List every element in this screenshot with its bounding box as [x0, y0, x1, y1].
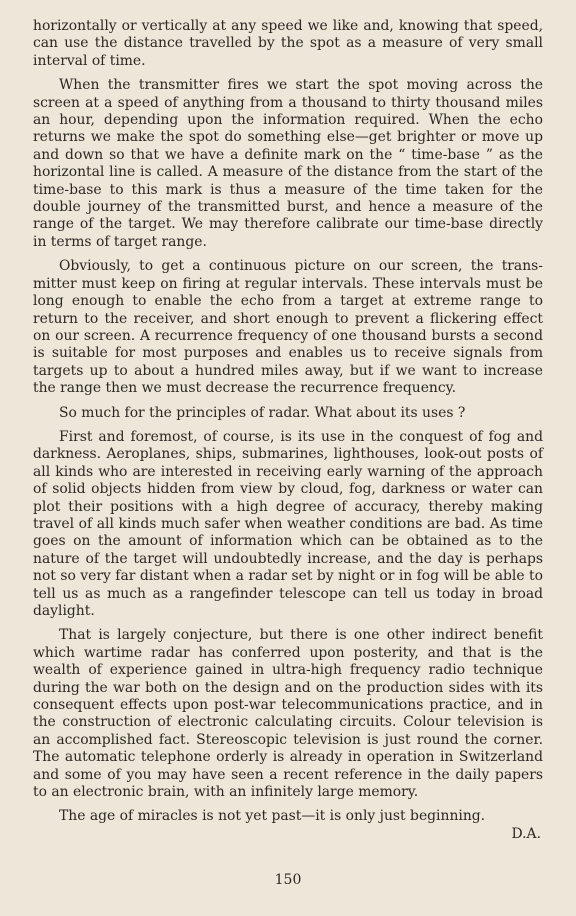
page-number: 150 — [274, 872, 302, 888]
paragraph-time-base: When the transmitter fires we start the spot moving across the screen at a speed of anything from a thousand to thirty thousand miles an hour, depending upon the information required. When the echo returns we make the spot do something else—get brighter or move up and down so that we have a definite mark on the “ time-base ” as the horizontal line is called. A measure of the distance from the start of the time-base to this mark is thus a measure of the time taken for the double journey of the transmitted burst, and hence a measure of the range of the target. We may therefore calibrate our time-base directly in terms of target range. — [33, 77, 543, 250]
paragraph-fog-and-darkness: First and foremost, of course, is its use in the conquest of fog and darkness. Aeroplanes, ships, submarines, lighthouses, look-out posts of all kinds who are interested in receiving early warning of the approach of solid objects hidden from view by cloud, fog, darkness or water can plot their positions with a high degree of accuracy, thereby making travel of all kinds much safer when weather conditions are bad. As time goes on the amount of information which can be obtained as to the nature of the target will undoubtedly increase, and the day is perhaps not so very far distant when a radar set by night or in fog will be able to tell us as much as a rangefinder telescope can tell us today in broad daylight. — [33, 428, 543, 619]
author-signature: D.A. — [511, 825, 541, 842]
paragraph-recurrence-frequency: Obviously, to get a continuous picture on our screen, the transmitter must keep on firing at regular intervals. These intervals must be long enough to enable the echo from a target at extreme range to return to the receiver, and short enough to prevent a flickering effect on our screen. A recurrence frequency of one thousand bursts a second is suitable for most purposes and enables us to receive signals from targets up to about a hundred miles away, but if we want to increase the range then we must decrease the recurrence frequency. — [33, 258, 543, 397]
paragraph-continued: horizontally or vertically at any speed we like and, knowing that speed, can use the distance travelled by the spot as a measure of very small interval of time. — [33, 18, 543, 69]
paragraph-indirect-benefit: That is largely conjecture, but there is one other indirect benefit which wartime radar has conferred upon posterity, and that is the wealth of experience gained in ultra-high frequency radio technique during the war both on the design and on the production sides with its consequent effects upon post-war telecommunications practice, and in the construction of electronic calculating circuits. Colour television is an accomplished fact. Stereoscopic television is just round the corner. The automatic telephone orderly is already in operation in Switzerland and some of you may have seen a recent reference in the daily papers to an electronic brain, with an infinitely large memory. — [33, 627, 543, 801]
paragraph-closing: The age of miracles is not yet past—it is only just beginning. — [59, 808, 486, 825]
paragraph-principles-question: So much for the principles of radar. What about its uses ? — [59, 404, 466, 421]
